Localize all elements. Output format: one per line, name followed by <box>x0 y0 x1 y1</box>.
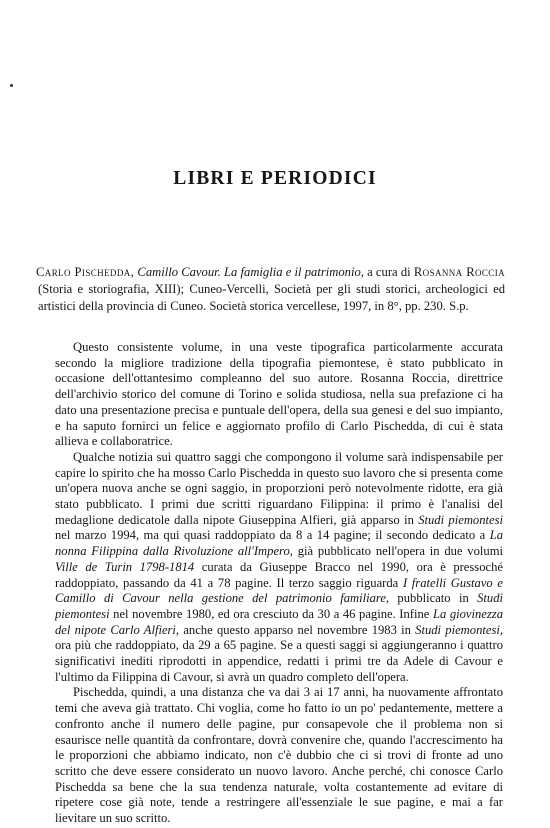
paragraph-1: Questo consistente volume, in una veste tipografica particolarmente accurata secondo la migliore tradizione della tipografia piemontese, è stato pubblicato in occasione dell'ottantesimo compleanno del suo autore. Rosanna Roccia, direttrice dell'archivio storico del comune di Torino e solida studiosa, nella sua prefazione ci ha dato una presentazione precisa e puntuale dell'opera, della sua genesi e del suo impianto, e ha saputo fornirci un felice e aggiornato profilo di Carlo Pischedda, di cui è stata allieva e collaboratrice. <box>55 340 503 449</box>
citation-author: Carlo Pischedda, <box>36 265 135 279</box>
p2-text-a: Qualche notizia sui quattro saggi che compongono il volume sarà indispensabile per capire lo spirito che ha mosso Carlo Pischedda in questo suo lavoro che si presenta come un'opera nuova anche se ogni saggio, in proporzioni però notevolmente ridotte, era già stato pubblicato. I primi due scritti riguardano Filippina: il primo è l'analisi del medaglione dedicatole dalla nipote Giuseppina Alfieri, già apparso in <box>55 449 504 527</box>
p2-text-c: già pubblicato nell'opera in due volumi <box>292 544 503 559</box>
page-title: LIBRI E PERIODICI <box>173 168 377 189</box>
citation-editor: Rosanna Roccia <box>413 265 505 279</box>
p2-italic-7: Studi piemontesi, <box>415 622 503 637</box>
review-body <box>55 340 503 827</box>
p2-text-b: nel marzo 1994, ma qui quasi raddoppiato da 8 a 14 pagine; il secondo dedicato a <box>55 528 490 543</box>
book-citation <box>38 264 505 314</box>
p2-italic-2: La nonna Filippina dalla Rivoluzione all'Impero, <box>55 528 503 559</box>
paragraph-3: Pischedda, quindi, a una distanza che va dai 3 ai 17 anni, ha nuovamente affrontato temi che aveva già trattato. Chi voglia, come ho fatto io un po' pedantemente, mettere a confronto anche il numero delle pagine, pur consapevole che il problema non si esaurisce nelle quantità da confrontare, dovrà convenire che, quando l'accrescimento ha le proporzioni che abbiamo indicato, non c'è dubbio che ci si trovi di fronte ad uno scritto che deve essere considerato un nuovo lavoro. Anche perché, chi conosce Carlo Pischedda sa bene che la sua tendenza naturale, volta costantemente ad evitare di ripetere cose già note, tende a restringere all'essenziale le sue pagine, e mai a far lievitare un suo scritto. <box>55 685 503 826</box>
p2-text-e: pubblicato in <box>389 591 478 606</box>
p2-italic-4: I fratelli Gustavo e Camillo di Cavour nella gestione del patrimonio familiare, <box>55 575 503 606</box>
p2-text-f: nel novembre 1980, ed ora cresciuto da 30 a 46 pagine. Infine <box>109 606 433 621</box>
p2-text-g: anche questo apparso nel novembre 1983 in <box>179 622 416 637</box>
p2-text-d: curata da Giuseppe Bracco nel 1990, ora è pressoché raddoppiato, passando da 41 a 78 pagine. Il terzo saggio riguarda <box>55 559 503 590</box>
p2-italic-6: La giovinezza del nipote Carlo Alfieri, <box>55 606 503 637</box>
citation-curated-by: a cura di <box>363 265 414 279</box>
p2-italic-1: Studi piemontesi <box>418 512 503 527</box>
citation-details: (Storia e storiografia, XIII); Cuneo-Vercelli, Società per gli studi storici, archeologici ed artistici della provincia di Cuneo. Società storica vercellese, 1997, in 8°, pp. 230. S.p. <box>38 281 505 313</box>
p2-italic-5: Studi piemontesi <box>55 591 503 621</box>
paragraph-2 <box>55 450 503 686</box>
stray-dot <box>10 84 13 87</box>
p2-text-h: ora più che raddoppiato, da 29 a 65 pagine. Se a questi saggi si aggiungeranno i quattro significativi inediti riprodotti in appendice, redatti i primi tre da Adele di Cavour e l'ultimo da Filippina di Cavour, si avrà un quadro completo dell'opera. <box>55 638 503 684</box>
p2-italic-3: Ville de Turin 1798-1814 <box>55 559 195 574</box>
citation-book-title: Camillo Cavour. La famiglia e il patrimonio, <box>137 265 364 279</box>
